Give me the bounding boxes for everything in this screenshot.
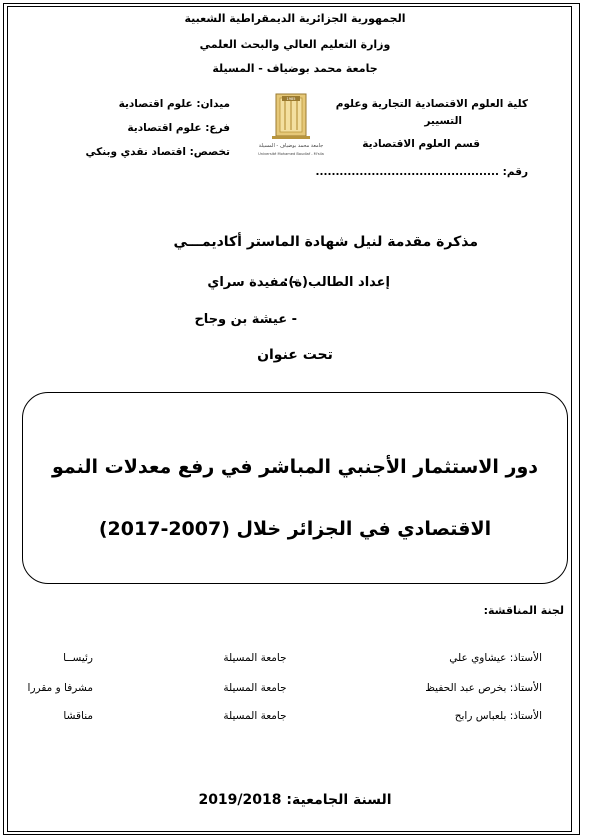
field-label: ميدان: علوم اقتصادية [118,98,230,110]
committee-member-role: رئيســا [63,652,93,664]
faculty-line2: التسيير [424,115,462,127]
committee-member-university: جامعة المسيلة [223,710,287,722]
thesis-title-line2: الاقتصادي في الجزائر خلال (2007-2017) [98,518,492,540]
degree-title: مذكرة مقدمة لنيل شهادة الماستر أكاديمـــي [173,234,478,250]
university-logo-icon [256,92,326,162]
student-2: - عيشة بن وجاح [194,312,297,327]
specialty-label: تخصص: اقتصاد نقدي وبنكي [85,146,230,158]
committee-member-university: جامعة المسيلة [223,652,287,664]
committee-member-name: الأستاذ: بخرص عبد الحفيظ [425,682,542,694]
student-1: - مفيدة سراي [207,275,297,290]
thesis-title-box [22,392,568,584]
committee-member-role: مشرفا و مقررا [27,682,93,694]
header-university: جامعة محمد بوضياف - المسيلة [212,62,378,75]
thesis-title-line1: دور الاستثمار الأجنبي المباشر في رفع معدلات النمو [51,456,539,478]
svg-text:جامعة محمد بوضياف - المسيلة: جامعة محمد بوضياف - المسيلة [258,143,324,149]
number-field: رقم: .............................................. [315,166,528,178]
faculty-line1: كلية العلوم الاقتصادية التجارية وعلوم [335,98,528,110]
committee-member-role: مناقشا [63,710,93,722]
under-title-label: تحت عنوان [257,347,333,363]
department: قسم العلوم الاقتصادية [362,138,480,150]
prepared-by-label: إعداد الطالب(ة): [283,275,390,290]
committee-heading: لجنة المناقشة: [483,604,564,617]
academic-year: السنة الجامعية: 2019/2018 [198,792,392,808]
header-ministry: وزارة التعليم العالي والبحث العلمي [199,38,391,51]
committee-member-university: جامعة المسيلة [223,682,287,694]
header-republic: الجمهورية الجزائرية الديمقراطية الشعبية [184,12,406,25]
university-logo [256,92,326,162]
committee-member-name: الأستاذ: عيشاوي علي [449,652,542,664]
svg-text:1985: 1985 [286,97,296,101]
svg-text:Université Mohamed Boudiaf - M: Université Mohamed Boudiaf - M'sila [258,152,324,156]
branch-label: فرع: علوم اقتصادية [127,122,230,134]
committee-member-name: الأستاذ: بلعباس رابح [454,710,542,722]
